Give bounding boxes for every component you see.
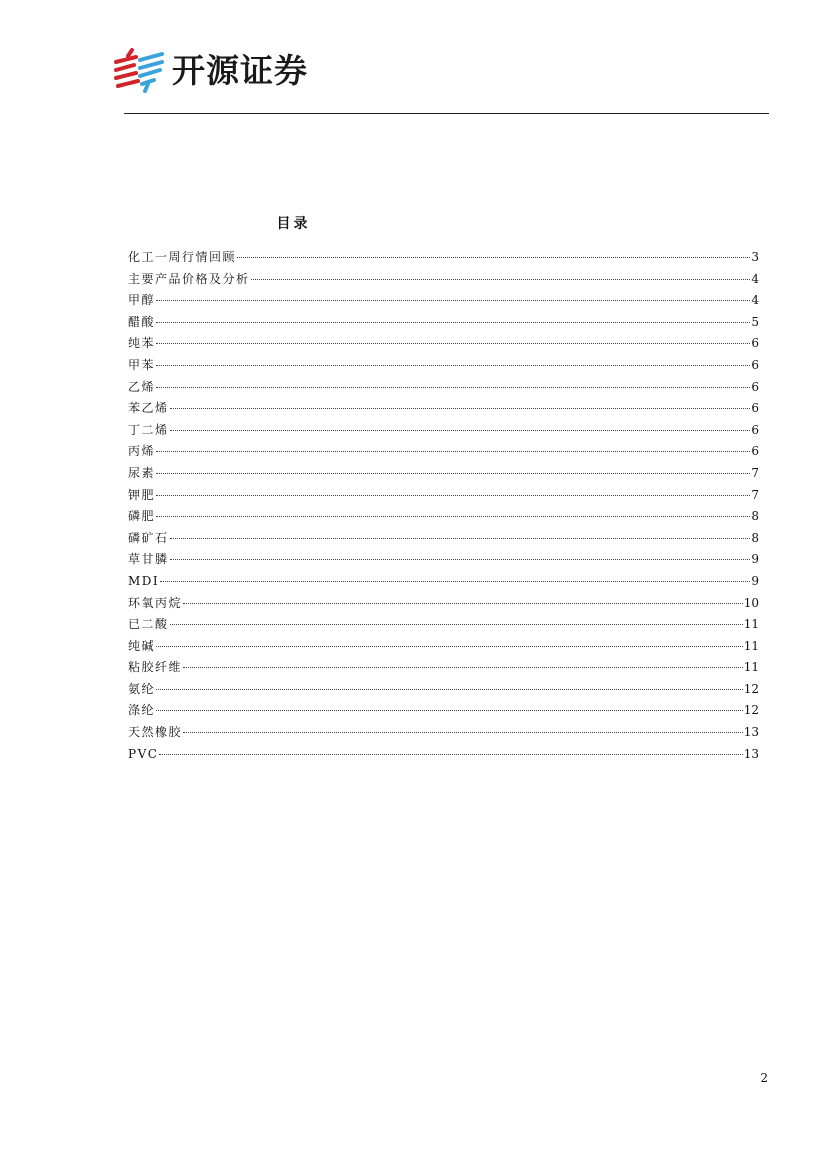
toc-entry-label: 丁二烯 bbox=[128, 422, 169, 437]
toc-entry-label: MDI bbox=[128, 573, 160, 588]
brand-name: 开源证券 bbox=[172, 51, 308, 90]
toc-entry-page: 5 bbox=[751, 314, 759, 329]
toc-entry-label: 环氧丙烷 bbox=[128, 595, 183, 610]
toc-entry-page: 7 bbox=[751, 487, 759, 502]
header-divider bbox=[124, 113, 769, 114]
toc-entry-label: PVC bbox=[128, 746, 159, 761]
toc-entry-page: 6 bbox=[751, 379, 759, 394]
toc-entry[interactable] bbox=[128, 636, 759, 658]
toc-entry-label: 化工一周行情回顾 bbox=[128, 250, 237, 264]
toc-dot-leader bbox=[170, 408, 751, 409]
report-header bbox=[114, 48, 308, 94]
toc-entry-label: 磷矿石 bbox=[128, 530, 169, 545]
toc-entry[interactable] bbox=[128, 420, 759, 442]
toc-entry[interactable] bbox=[128, 333, 759, 355]
toc-entry-page: 6 bbox=[751, 357, 759, 372]
toc-entry-page: 4 bbox=[751, 293, 759, 308]
page-number: 2 bbox=[760, 1071, 768, 1085]
toc-dot-leader bbox=[237, 257, 750, 258]
toc-entry-label: 主要产品价格及分析 bbox=[128, 271, 250, 286]
toc-entry-page: 11 bbox=[743, 660, 759, 675]
toc-entry[interactable] bbox=[128, 269, 759, 291]
toc-dot-leader bbox=[170, 430, 751, 431]
toc-entry[interactable] bbox=[128, 744, 759, 766]
toc-entry[interactable] bbox=[128, 377, 759, 399]
toc-dot-leader bbox=[156, 689, 743, 690]
toc-dot-leader bbox=[156, 387, 750, 388]
toc-entry-page: 7 bbox=[751, 465, 759, 480]
toc-dot-leader bbox=[156, 365, 750, 366]
toc-title: 目录 bbox=[276, 216, 311, 232]
toc-entry-page: 11 bbox=[743, 617, 759, 632]
toc-entry-page: 6 bbox=[751, 401, 759, 416]
toc-entry[interactable] bbox=[128, 441, 759, 463]
toc-entry-label: 草甘膦 bbox=[128, 552, 169, 567]
toc-entry-page: 9 bbox=[751, 573, 759, 588]
toc-entry-label: 纯苯 bbox=[128, 336, 156, 351]
toc-dot-leader bbox=[159, 754, 742, 755]
toc-entry-page: 13 bbox=[743, 725, 759, 740]
toc-entry-page: 9 bbox=[751, 552, 759, 567]
toc-entry-page: 8 bbox=[751, 509, 759, 524]
toc-dot-leader bbox=[170, 559, 751, 560]
toc-entry[interactable] bbox=[128, 312, 759, 334]
toc-dot-leader bbox=[156, 322, 750, 323]
toc-entry[interactable] bbox=[128, 485, 759, 507]
toc-entry-label: 磷肥 bbox=[128, 509, 156, 524]
toc-dot-leader bbox=[183, 667, 743, 668]
toc-entry-page: 3 bbox=[751, 250, 759, 264]
toc-entry-label: 醋酸 bbox=[128, 314, 156, 329]
toc-entry-label: 丙烯 bbox=[128, 444, 156, 459]
table-of-contents bbox=[128, 247, 759, 765]
toc-entry[interactable] bbox=[128, 463, 759, 485]
toc-dot-leader bbox=[183, 732, 743, 733]
toc-dot-leader bbox=[251, 279, 751, 280]
toc-entry[interactable] bbox=[128, 614, 759, 636]
toc-entry-label: 粘胶纤维 bbox=[128, 660, 183, 675]
toc-entry-page: 10 bbox=[743, 595, 759, 610]
toc-entry[interactable] bbox=[128, 506, 759, 528]
toc-entry-label: 天然橡胶 bbox=[128, 725, 183, 740]
toc-entry-page: 6 bbox=[751, 336, 759, 351]
toc-entry[interactable] bbox=[128, 528, 759, 550]
toc-entry[interactable] bbox=[128, 657, 759, 679]
toc-dot-leader bbox=[170, 624, 743, 625]
toc-dot-leader bbox=[156, 473, 750, 474]
toc-entry-label: 纯碱 bbox=[128, 638, 156, 653]
toc-entry-page: 12 bbox=[743, 703, 759, 718]
toc-dot-leader bbox=[170, 538, 751, 539]
toc-entry[interactable] bbox=[128, 571, 759, 593]
toc-entry[interactable] bbox=[128, 700, 759, 722]
toc-entry-label: 苯乙烯 bbox=[128, 401, 169, 416]
toc-dot-leader bbox=[156, 495, 750, 496]
toc-dot-leader bbox=[156, 646, 743, 647]
toc-dot-leader bbox=[160, 581, 750, 582]
toc-entry-page: 4 bbox=[751, 271, 759, 286]
toc-entry[interactable] bbox=[128, 355, 759, 377]
toc-entry[interactable] bbox=[128, 593, 759, 615]
toc-dot-leader bbox=[183, 603, 743, 604]
toc-entry-page: 6 bbox=[751, 444, 759, 459]
toc-entry-page: 6 bbox=[751, 422, 759, 437]
brand-logo-icon bbox=[114, 48, 166, 94]
toc-dot-leader bbox=[156, 343, 750, 344]
toc-entry-label: 甲醇 bbox=[128, 293, 156, 308]
toc-entry[interactable] bbox=[128, 398, 759, 420]
toc-dot-leader bbox=[156, 710, 743, 711]
toc-entry[interactable] bbox=[128, 679, 759, 701]
toc-entry-label: 氨纶 bbox=[128, 681, 156, 696]
toc-entry[interactable] bbox=[128, 290, 759, 312]
toc-entry-label: 甲苯 bbox=[128, 357, 156, 372]
toc-entry-label: 涤纶 bbox=[128, 703, 156, 718]
toc-entry[interactable] bbox=[128, 722, 759, 744]
toc-entry-label: 尿素 bbox=[128, 465, 156, 480]
toc-entry-page: 13 bbox=[743, 746, 759, 761]
toc-entry-page: 11 bbox=[743, 638, 759, 653]
toc-entry-label: 已二酸 bbox=[128, 617, 169, 632]
toc-dot-leader bbox=[156, 516, 750, 517]
toc-entry-page: 12 bbox=[743, 681, 759, 696]
toc-dot-leader bbox=[156, 451, 750, 452]
toc-entry-page: 8 bbox=[751, 530, 759, 545]
toc-entry-label: 乙烯 bbox=[128, 379, 156, 394]
toc-dot-leader bbox=[156, 300, 750, 301]
toc-entry-label: 钾肥 bbox=[128, 487, 156, 502]
toc-entry[interactable] bbox=[128, 549, 759, 571]
toc-entry[interactable] bbox=[128, 247, 759, 269]
